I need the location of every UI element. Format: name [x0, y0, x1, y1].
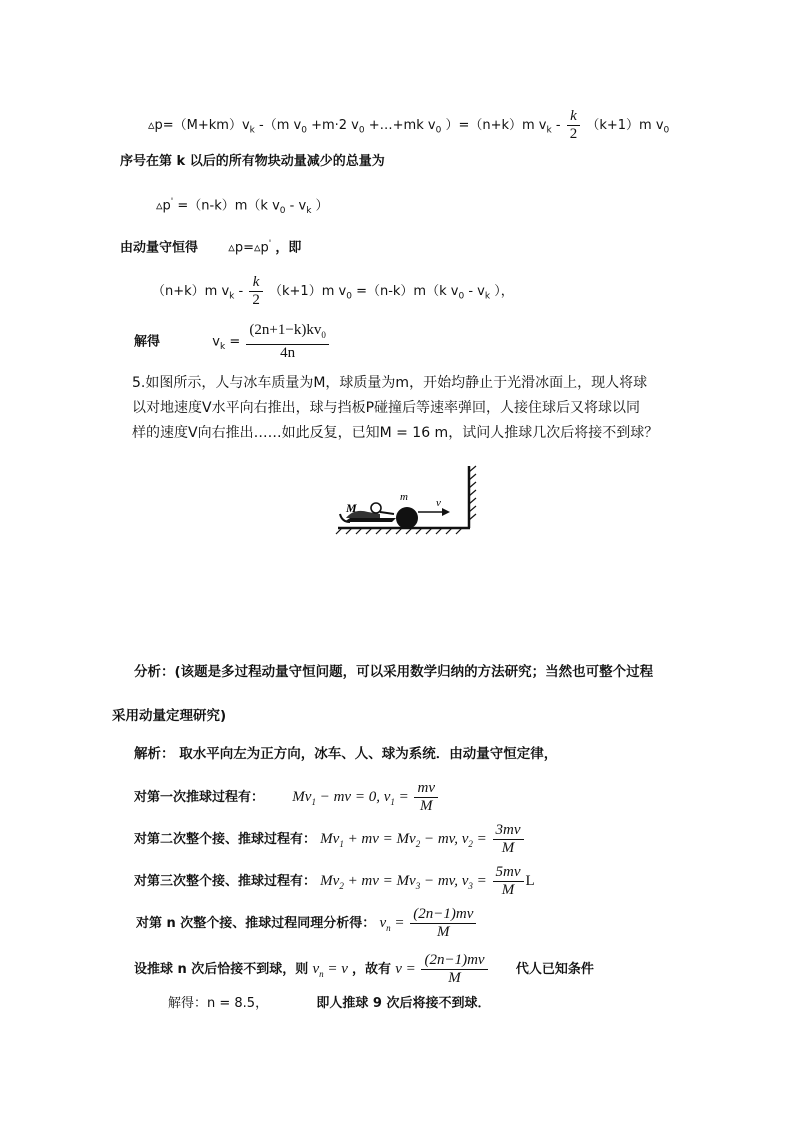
fraction-v1: $\frac{mv}{M}$	[414, 780, 438, 815]
step-n: 对第 n 次整个接、推球过程同理分析得： $v_n$ = $\frac{(2n-1)mv}{M}$	[136, 906, 478, 941]
final-answer: 解得：n = 8.5， 即人推球 9 次后将接不到球．	[168, 996, 491, 1011]
equation-solution-vk: 解得 $v_k$ = $\frac{(2n+1-k)kv_0}{4n}$	[134, 322, 331, 362]
equation-momentum-gain: $▵p=(M+km)v_k$ -（m $v_0 +m\cdot 2$ $v_0$ +…+mk $v_0$ ）=（n+k）m $v_k$ - $\frac{k}{2}$ （k+1）m $v_0$	[148, 108, 670, 142]
person-head	[371, 503, 381, 513]
step-2: 对第二次整个接、推球过程有： $Mv_1$ + mv = $Mv_2$ − mv, $v_2$ = $\frac{3mv}{M}$	[134, 822, 526, 857]
fraction-v2: $\frac{3mv}{M}$	[493, 822, 524, 857]
problem-5-line3: 样的速度V向右推出……如此反复，已知M = 16 m，试问人推球几次后将接不到球？	[132, 425, 659, 441]
label-v: v	[436, 497, 441, 509]
step-3: 对第三次整个接、推球过程有： $Mv_2$ + mv = $Mv_3$ − mv, $v_3$ = $\frac{5mv}{M}$ L	[134, 864, 535, 898]
arrow-head-icon	[442, 508, 450, 516]
fraction-v3: $\frac{5mv}{M}$	[493, 864, 524, 899]
analysis-line1: 分析：(该题是多过程动量守恒问题，可以采用数学归纳的方法研究；当然也可整个过程	[134, 664, 654, 680]
solution-intro: 解析： 取水平向左为正方向，冰车、人、球为系统．由动量守恒定律，	[134, 746, 558, 762]
ball-shape	[396, 507, 418, 529]
fraction-k-over-2: $\frac{k}{2}$	[567, 108, 581, 143]
figure-ice-cart	[330, 462, 490, 538]
fraction-vk: $\frac{(2n+1-k)kv_0}{4n}$	[246, 322, 328, 362]
problem-5-line2: 以对地速度V水平向右推出，球与挡板P碰撞后等速率弹回，人接住球后又将球以同	[132, 400, 641, 416]
label-M: M	[346, 501, 357, 515]
label-m: m	[400, 491, 408, 503]
step-condition: 设推球 n 次后恰接不到球，则 $v_n = v$ ，故有 v = $\frac{(2n-1)mv}{M}$ 代人已知条件	[134, 952, 594, 986]
fraction-vn: $\frac{(2n-1)mv}{M}$	[410, 906, 476, 941]
step-1: 对第一次推球过程有： $Mv_1$ − mv = 0, $v_1$ = $\frac{mv}{M}$	[134, 780, 440, 815]
text-momentum-decrease: 序号在第 k 以后的所有物块动量减少的总量为	[120, 154, 385, 169]
sled-shape	[344, 518, 396, 522]
person-arm	[380, 512, 394, 514]
problem-5-line1: 5.如图所示，人与冰车质量为M，球质量为m，开始均静止于光滑冰面上，现人将球	[132, 375, 648, 391]
fraction-k-over-2: $\frac{k}{2}$	[249, 274, 263, 309]
fraction-v: $\frac{(2n-1)mv}{M}$	[421, 952, 487, 987]
equation-conservation: （n+k）m $v_k$ - $\frac{k}{2}$ （k+1）m $v_0 =(n-k)m(k$ $v_0 - v_k$ ），	[152, 274, 514, 308]
equation-momentum-loss: ▵p' =（n-k）m（k $v_0 - v_k$ ）	[156, 197, 329, 216]
analysis-line2: 采用动量定理研究)	[112, 708, 227, 724]
text-conservation: 由动量守恒得 ▵p=▵p' ，即	[120, 239, 302, 256]
